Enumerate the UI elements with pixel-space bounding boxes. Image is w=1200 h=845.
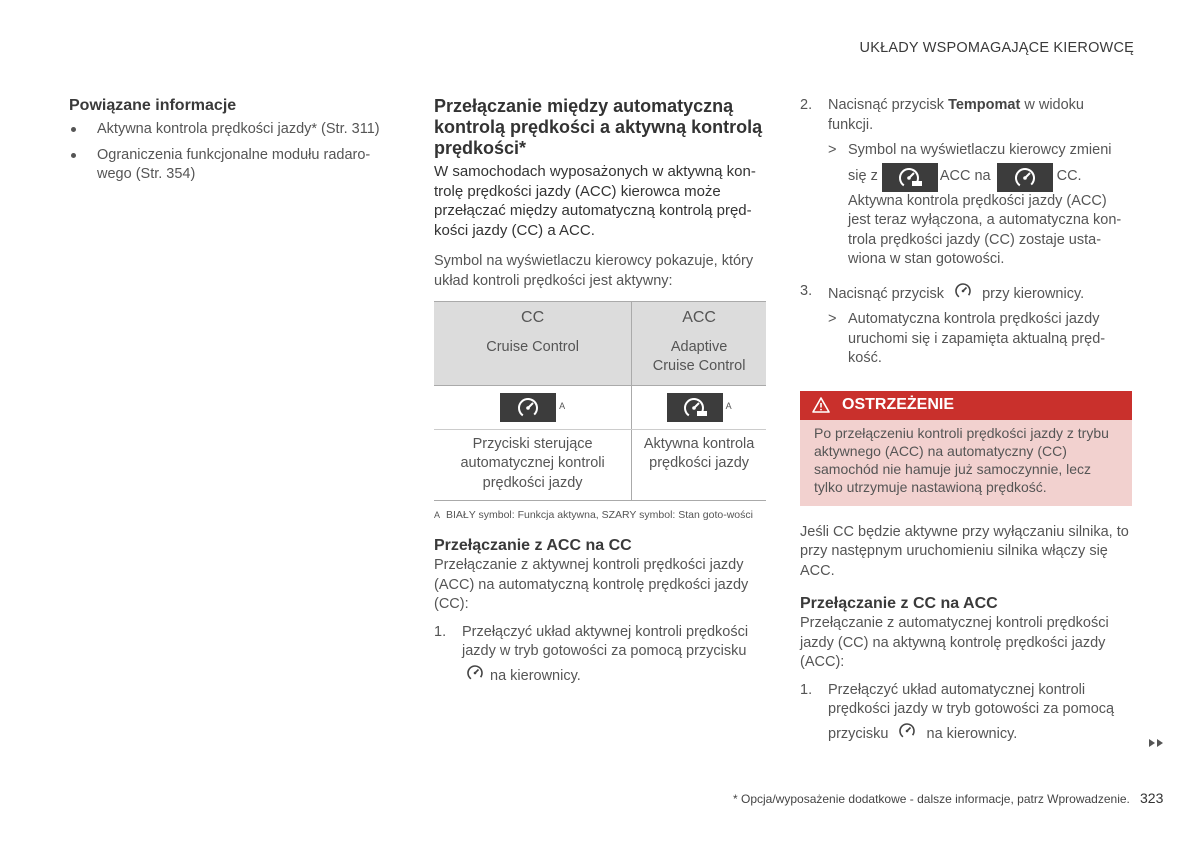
running-header: UKŁADY WSPOMAGAJĄCE KIEROWCĘ bbox=[859, 40, 1134, 56]
step-item: 1. Przełączyć układ automatycznej kontroli prędkości jazdy w tryb gotowości za pomocą przycisku na kierownicy. bbox=[800, 681, 1132, 747]
cruise-button-icon bbox=[466, 664, 484, 689]
table-header-acc: ACC Adaptive Cruise Control bbox=[632, 302, 766, 386]
warning-box bbox=[800, 391, 1132, 506]
tempomat-button-label: Tempomat bbox=[948, 97, 1021, 113]
subsection-text: Przełączanie z aktywnej kontroli prędkości jazdy (ACC) na automatyczną kontrolę prędkości jazdy (CC): bbox=[434, 557, 749, 612]
step-result: > Automatyczna kontrola prędkości jazdy uruchomi się i zapamięta aktualną pręd-kość. bbox=[828, 311, 1106, 366]
subsection-title: Przełączanie z ACC na CC bbox=[434, 537, 632, 554]
steps-list bbox=[434, 623, 766, 689]
warning-title: OSTRZEŻENIE bbox=[842, 396, 955, 413]
bullet-icon bbox=[71, 127, 76, 132]
adaptive-cruise-control-icon bbox=[667, 393, 723, 422]
subsection-title: Przełączanie z CC na ACC bbox=[800, 595, 998, 612]
page-number: 323 bbox=[1140, 790, 1164, 806]
table-footnote: A BIAŁY symbol: Funkcja aktywna, SZARY symbol: Stan goto-wości bbox=[434, 509, 753, 521]
step-result: > Symbol na wyświetlaczu kierowcy zmieni się z ACC na CC. Aktywna kontrola prędkości jazdy (ACC) jest teraz wyłączona, a automatyczna kon-trola prędkości jazdy (CC) zostaje usta-wiona w stan gotowości. bbox=[828, 142, 1122, 267]
section-title: Przełączanie między automatyczną kontrolą prędkości a aktywną kontrolą prędkości* bbox=[434, 96, 763, 158]
table-symbol-acc: A bbox=[632, 385, 766, 429]
cruise-button-icon bbox=[954, 282, 972, 307]
procedure-column bbox=[800, 96, 1132, 746]
related-info-title: Powiązane informacje bbox=[69, 97, 237, 114]
steps-list bbox=[800, 681, 1132, 747]
table-desc-acc: Aktywna kontrola prędkości jazdy bbox=[632, 429, 766, 501]
footnote-optional: * Opcja/wyposażenie dodatkowe - dalsze informacje, patrz Wprowadzenie. bbox=[733, 792, 1130, 806]
adaptive-cruise-control-icon bbox=[882, 163, 938, 192]
cruise-control-icon bbox=[997, 163, 1053, 192]
next-page-arrows-icon bbox=[1148, 735, 1166, 753]
warning-header bbox=[800, 391, 1132, 420]
subsection-text: Przełączanie z automatycznej kontroli prędkości jazdy (CC) na aktywną kontrolę prędkości jazdy (ACC): bbox=[800, 615, 1109, 670]
steps-list-continued bbox=[800, 96, 1132, 369]
related-info-list bbox=[69, 120, 399, 185]
symbol-table bbox=[434, 301, 766, 501]
related-link-text[interactable]: Ograniczenia funkcjonalne modułu radaro- wego (Str. 354) bbox=[97, 146, 371, 182]
step-item: 2. Nacisnąć przycisk Tempomat w widoku funkcji. > Symbol na wyświetlaczu kierowcy zmieni się z ACC na CC. Aktywna kontrola prędkości jazdy (ACC) jest teraz wyłączona, a automatyczna kon-trola prędkości jazdy (CC) zostaje usta-wiona w stan gotowości. bbox=[800, 96, 1132, 270]
engine-note: Jeśli CC będzie aktywne przy wyłączaniu silnika, to przy następnym uruchomieniu silnika włączy się ACC. bbox=[800, 523, 1129, 579]
switch-cc-acc-section bbox=[434, 96, 766, 688]
related-link-item[interactable] bbox=[69, 146, 399, 185]
step-item: 1. Przełączyć układ aktywnej kontroli prędkości jazdy w tryb gotowości za pomocą przycisku na kierownicy. bbox=[434, 623, 766, 689]
table-header-cc: CC Cruise Control bbox=[434, 302, 632, 386]
related-info-section bbox=[69, 96, 399, 191]
bullet-icon bbox=[71, 153, 76, 158]
step-item: 3. Nacisnąć przycisk przy kierownicy. > Automatyczna kontrola prędkości jazdy uruchomi się i zapamięta aktualną pręd-kość. bbox=[800, 282, 1132, 369]
cruise-button-icon bbox=[898, 722, 916, 747]
symbol-intro: Symbol na wyświetlaczu kierowcy pokazuje, który układ kontroli prędkości jest aktywny: bbox=[434, 253, 754, 289]
cruise-control-icon bbox=[500, 393, 556, 422]
section-lead: W samochodach wyposażonych w aktywną kon-trolę prędkości jazdy (ACC) kierowca może przełączać między automatyczną kontrolą pręd-kości jazdy (CC) a ACC. bbox=[434, 163, 756, 239]
warning-text: Po przełączeniu kontroli prędkości jazdy z trybu aktywnego (ACC) na automatyczny (CC) samochód nie hamuje już samoczynnie, lecz tylko utrzymuje nastawioną prędkość. bbox=[800, 420, 1132, 506]
related-link-text[interactable]: Aktywna kontrola prędkości jazdy* (Str. 311) bbox=[97, 121, 380, 137]
related-link-item[interactable] bbox=[69, 120, 399, 140]
warning-triangle-icon bbox=[812, 397, 830, 413]
table-desc-cc: Przyciski sterujące automatycznej kontroli prędkości jazdy bbox=[434, 429, 632, 501]
table-symbol-cc: A bbox=[434, 385, 632, 429]
